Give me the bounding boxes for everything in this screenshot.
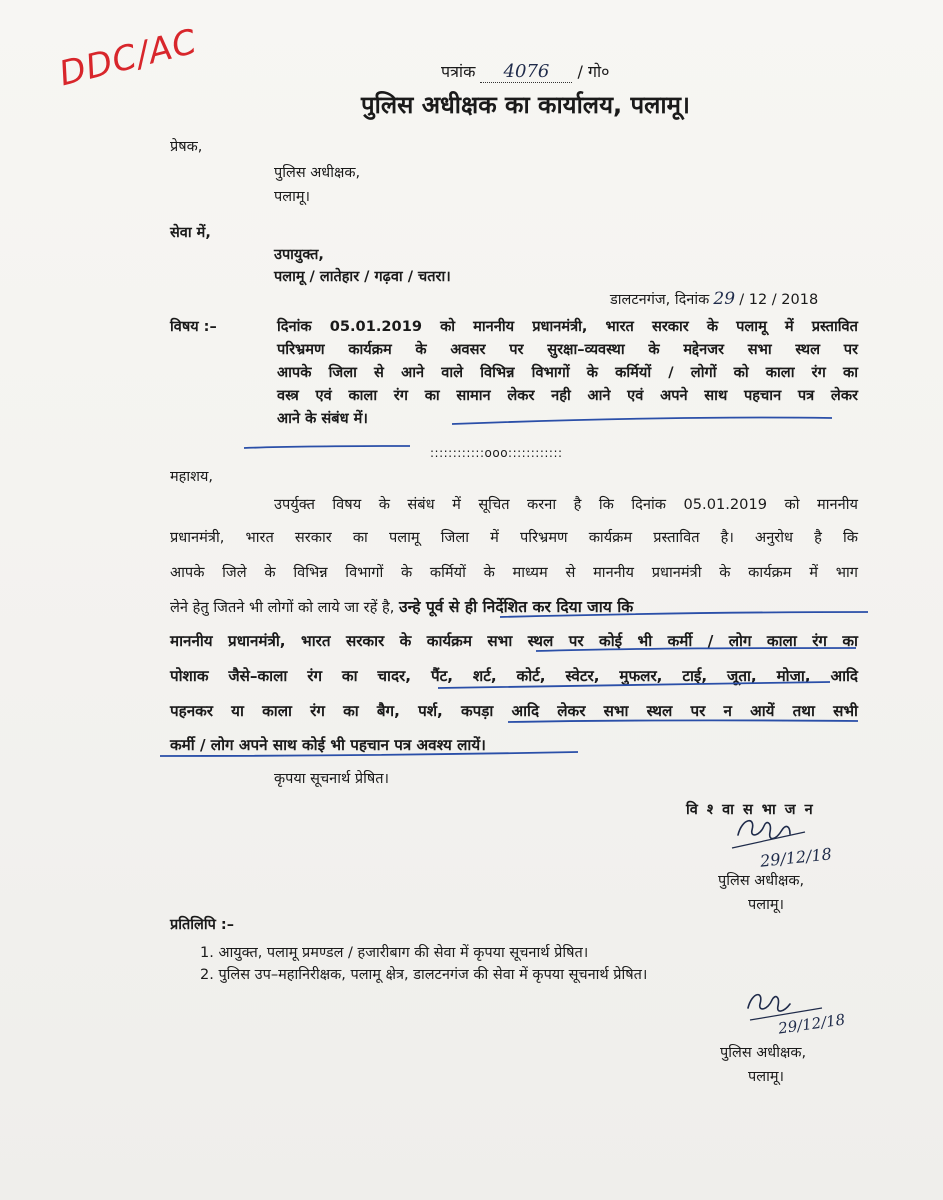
signoff-place: पलामू। <box>748 897 784 913</box>
body-line: पहनकर या काला रंग का बैग, पर्श, कपड़ा आदि लेकर सभा स्थल पर न आयें तथा सभी <box>170 702 858 720</box>
date-suffix: / 12 / 2018 <box>739 292 819 308</box>
subject-line: परिभ्रमण कार्यक्रम के अवसर पर सुरक्षा–व्यवस्था के मद्देनजर सभा स्थल पर <box>277 341 858 358</box>
sender-place: पलामू। <box>274 189 310 205</box>
subject-line: दिनांक 05.01.2019 को माननीय प्रधानमंत्री, भारत सरकार के पलामू में प्रस्तावित <box>277 318 858 335</box>
closing-line: कृपया सूचनार्थ प्रेषित। <box>274 771 389 787</box>
recipient-districts: पलामू / लातेहार / गढ़वा / चतरा। <box>274 269 451 285</box>
reference-number: 4076 <box>480 61 572 83</box>
subject-line: आपके जिला से आने वाले विभिन्न विभागों के कर्मियों / लोगों को काला रंग का <box>277 364 858 381</box>
office-title: पुलिस अधीक्षक का कार्यालय, पलामू। <box>361 91 691 119</box>
subject-line: वस्त्र एवं काला रंग का सामान लेकर नही आने एवं अपने साथ पहचान पत्र लेकर <box>277 387 858 404</box>
subject-line: आने के संबंध में। <box>277 410 368 427</box>
separator: ::::::::::::ooo:::::::::::: <box>430 446 563 460</box>
copy-item: 1. आयुक्त, पलामू प्रमण्डल / हजारीबाग की सेवा में कृपया सूचनार्थ प्रेषित। <box>200 945 589 961</box>
signature-date-2: 29/12/18 <box>777 1010 847 1038</box>
copy-item: 2. पुलिस उप–महानिरीक्षक, पलामू क्षेत्र, डालटनगंज की सेवा में कृपया सूचनार्थ प्रेषित। <box>200 967 648 983</box>
body-line: प्रधानमंत्री, भारत सरकार का पलामू जिला में परिभ्रमण कार्यक्रम प्रस्तावित है। अनुरोध है कि <box>170 529 858 546</box>
recipient-designation: उपायुक्त, <box>274 247 324 263</box>
signoff-designation: पुलिस अधीक्षक, <box>718 873 805 889</box>
recipient-label: सेवा में, <box>170 225 211 241</box>
body-line: माननीय प्रधानमंत्री, भारत सरकार के कार्यक्रम सभा स्थल पर कोई भी कर्मी / लोग काला रंग का <box>170 632 858 650</box>
salutation: महाशय, <box>170 469 214 485</box>
date-day: 29 <box>713 289 736 309</box>
body-line-bold: उन्हे पूर्व से ही निर्देशित कर दिया जाय कि <box>399 598 634 616</box>
handwritten-marking: DDC/AC <box>55 21 202 95</box>
reference-label: पत्रांक <box>441 62 476 81</box>
sender-label: प्रेषक, <box>170 139 203 155</box>
sender-designation: पुलिस अधीक्षक, <box>274 165 361 181</box>
reference-suffix: / गो० <box>577 62 610 81</box>
body-line: पोशाक जैसे–काला रंग का चादर, पैंट, शर्ट, कोर्ट, स्वेटर, मुफलर, टाई, जूता, मोजा, आदि <box>170 667 858 685</box>
body-line-plain: लेने हेतु जितने भी लोगों को लाये जा रहें है, <box>170 599 395 616</box>
body-line: आपके जिले के विभिन्न विभागों के कर्मियों के माध्यम से माननीय प्रधानमंत्री के कार्यक्रम में भाग <box>170 564 858 581</box>
copy-place: पलामू। <box>748 1069 784 1085</box>
subject-label: विषय :– <box>170 319 217 335</box>
yours-faithfully: वि श्‍ वा स भा ज न <box>686 802 815 818</box>
copy-label: प्रतिलिपि :– <box>170 917 234 933</box>
body-line: कर्मी / लोग अपने साथ कोई भी पहचान पत्र अवश्य लायें। <box>170 736 486 754</box>
copy-designation: पुलिस अधीक्षक, <box>720 1045 807 1061</box>
signature-date: 29/12/18 <box>759 844 833 871</box>
date-prefix: डालटनगंज, दिनांक <box>610 292 710 308</box>
body-line: उपर्युक्त विषय के संबंध में सूचित करना है कि दिनांक 05.01.2019 को माननीय <box>274 496 858 513</box>
